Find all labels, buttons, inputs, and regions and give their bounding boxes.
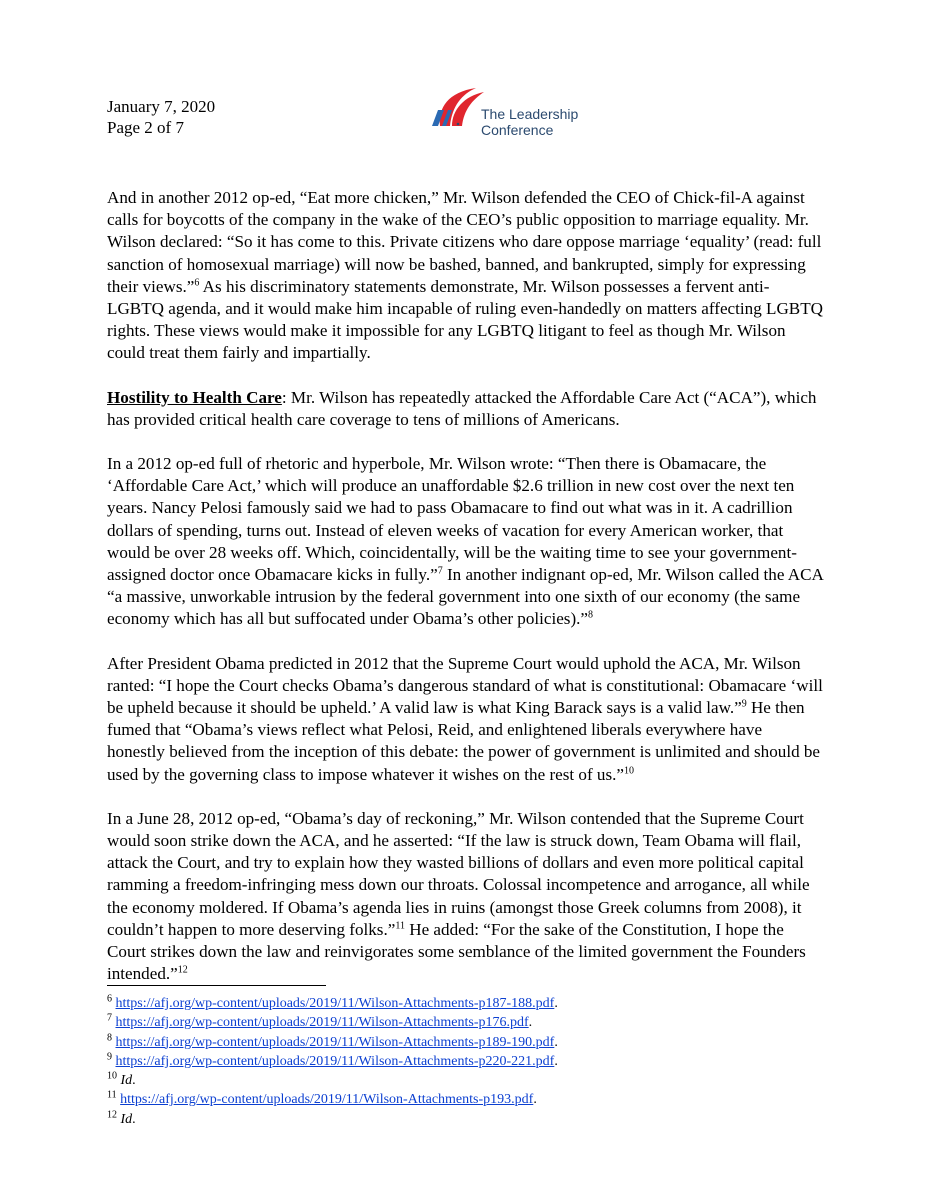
footnote-link[interactable]: https://afj.org/wp-content/uploads/2019/11/Wilson-Attachments-p193.pdf [120, 1092, 534, 1108]
letter-header [107, 96, 215, 138]
paragraph-obamacare-oped: In a 2012 op-ed full of rhetoric and hyperbole, Mr. Wilson wrote: “Then there is Obamacare, the ‘Affordable Care Act,’ which will produce an unaffordable $2.6 trillion in new cost over the next ten years. Nancy Pelosi famously said we had to pass Obamacare to find out what was in it. A cadrillion dollars of spending, turns out. Instead of eleven weeks of vacation for every American worker, that would be over 28 weeks off. Which, coincidentally, will be the waiting time to see your government-assigned doctor once Obamacare kicks in fully.”$^7$ In another indignant op-ed, Mr. Wilson called the ACA “a massive, unworkable intrusion by the federal government into one sixth of our economy (the same economy which has all but suffocated under Obama’s other policies).”$^8$ [107, 454, 823, 629]
footnote-ref: 12 [177, 964, 188, 976]
paragraph-day-of-reckoning: In a June 28, 2012 op-ed, “Obama’s day of reckoning,” Mr. Wilson contended that the Supreme Court would soon strike down the ACA, and he asserted: “If the law is struck down, Team Obama will flail, attack the Court, and try to explain how they wasted billions of dollars and even more political capital ramming a freedom-infringing mess down our throats. Colossal incompetence and arrogance, all while the economy moldered. If Obama’s agenda lies in ruins (amongst those Greek columns from 2008), it couldn’t happen to more deserving folks.”$^{11}$ He added: “For the sake of the Constitution, I hope the Court strikes down the law and reinvigorates some semblance of the limited government the Founders intended.”$^{12}$ [107, 808, 810, 984]
footnote-divider [107, 985, 326, 986]
section-heading: Hostility to Health Care [107, 387, 282, 407]
footnote-6: $^6$ https://afj.org/wp-content/uploads/2019/11/Wilson-Attachments-p187-188.pdf. [107, 993, 558, 1011]
logo-wordmark [481, 106, 578, 138]
footnote-ref: 9 [741, 698, 747, 710]
footnote-ref: 10 [623, 764, 634, 776]
logo-line-2: Conference [481, 122, 554, 138]
footnote-ref: 11 [395, 920, 405, 932]
paragraph-chick-fil-a: And in another 2012 op-ed, “Eat more chicken,” Mr. Wilson defended the CEO of Chick-fil-A against calls for boycotts of the company in the wake of the CEO’s public opposition to marriage equality. Mr. Wilson declared: “So it has come to this. Private citizens who dare oppose marriage ‘equality’ (read: full sanction of homosexual marriage) will now be bashed, banned, and bankrupted, simply for expressing their views.”$^6$ As his discriminatory statements demonstrate, Mr. Wilson possesses a fervent anti-LGBTQ agenda, and it would make him incapable of ruling even-handedly on matters affecting LGBTQ rights. These views would make it impossible for any LGBTQ litigant to feel as though Mr. Wilson could treat them fairly and impartially. [107, 188, 823, 363]
footnotes [107, 994, 823, 1129]
footnote-link[interactable]: https://afj.org/wp-content/uploads/2019/11/Wilson-Attachments-p187-188.pdf [115, 996, 555, 1011]
footnote-link[interactable]: https://afj.org/wp-content/uploads/2019/11/Wilson-Attachments-p220-221.pdf [115, 1053, 555, 1069]
footnote-link[interactable]: https://afj.org/wp-content/uploads/2019/11/Wilson-Attachments-p189-190.pdf [115, 1034, 555, 1050]
footnote-10: $^{10}$ Id. [107, 1070, 136, 1089]
footnote-9: $^9$ https://afj.org/wp-content/uploads/2019/11/Wilson-Attachments-p220-221.pdf. [107, 1051, 558, 1069]
paragraph-health-care-intro: Hostility to Health Care: Mr. Wilson has repeatedly attacked the Affordable Care Act (“ACA”), which has provided critical health care coverage to tens of millions of Americans. [107, 387, 817, 429]
footnote-7: $^7$ https://afj.org/wp-content/uploads/2019/11/Wilson-Attachments-p176.pdf. [107, 1012, 533, 1031]
footnote-ref: 6 [194, 277, 200, 289]
footnote-12: $^{12}$ Id. [107, 1109, 136, 1127]
footnote-11: $^{11}$ https://afj.org/wp-content/uploads/2019/11/Wilson-Attachments-p193.pdf. [107, 1089, 537, 1108]
footnote-id-citation: Id [120, 1073, 133, 1089]
page-number: Page 2 of 7 [107, 118, 184, 137]
footnote-ref: 7 [437, 565, 443, 577]
letter-body [107, 187, 823, 1008]
footnote-link[interactable]: https://afj.org/wp-content/uploads/2019/11/Wilson-Attachments-p176.pdf [115, 1015, 529, 1031]
paragraph-supreme-court-prediction: After President Obama predicted in 2012 that the Supreme Court would uphold the ACA, Mr. Wilson ranted: “I hope the Court checks Obama’s dangerous standard of what is constitutional: Obamacare ‘will be upheld because it should be upheld.’ A valid law is what King Barack says is a valid law.”$^9$ He then fumed that “Obama’s views reflect what Pelosi, Reid, and enlightened liberals everywhere have honestly believed from the inception of this debate: the power of government is unlimited and should be used by the governing class to impose whatever it wishes on the rest of us.”$^{10}$ [107, 653, 823, 784]
footnote-ref: 8 [588, 609, 594, 621]
footnote-8: $^8$ https://afj.org/wp-content/uploads/2019/11/Wilson-Attachments-p189-190.pdf. [107, 1031, 558, 1050]
letter-date: January 7, 2020 [107, 97, 216, 116]
footnote-id-citation: Id [120, 1111, 133, 1127]
logo-line-1: The Leadership [481, 106, 579, 122]
